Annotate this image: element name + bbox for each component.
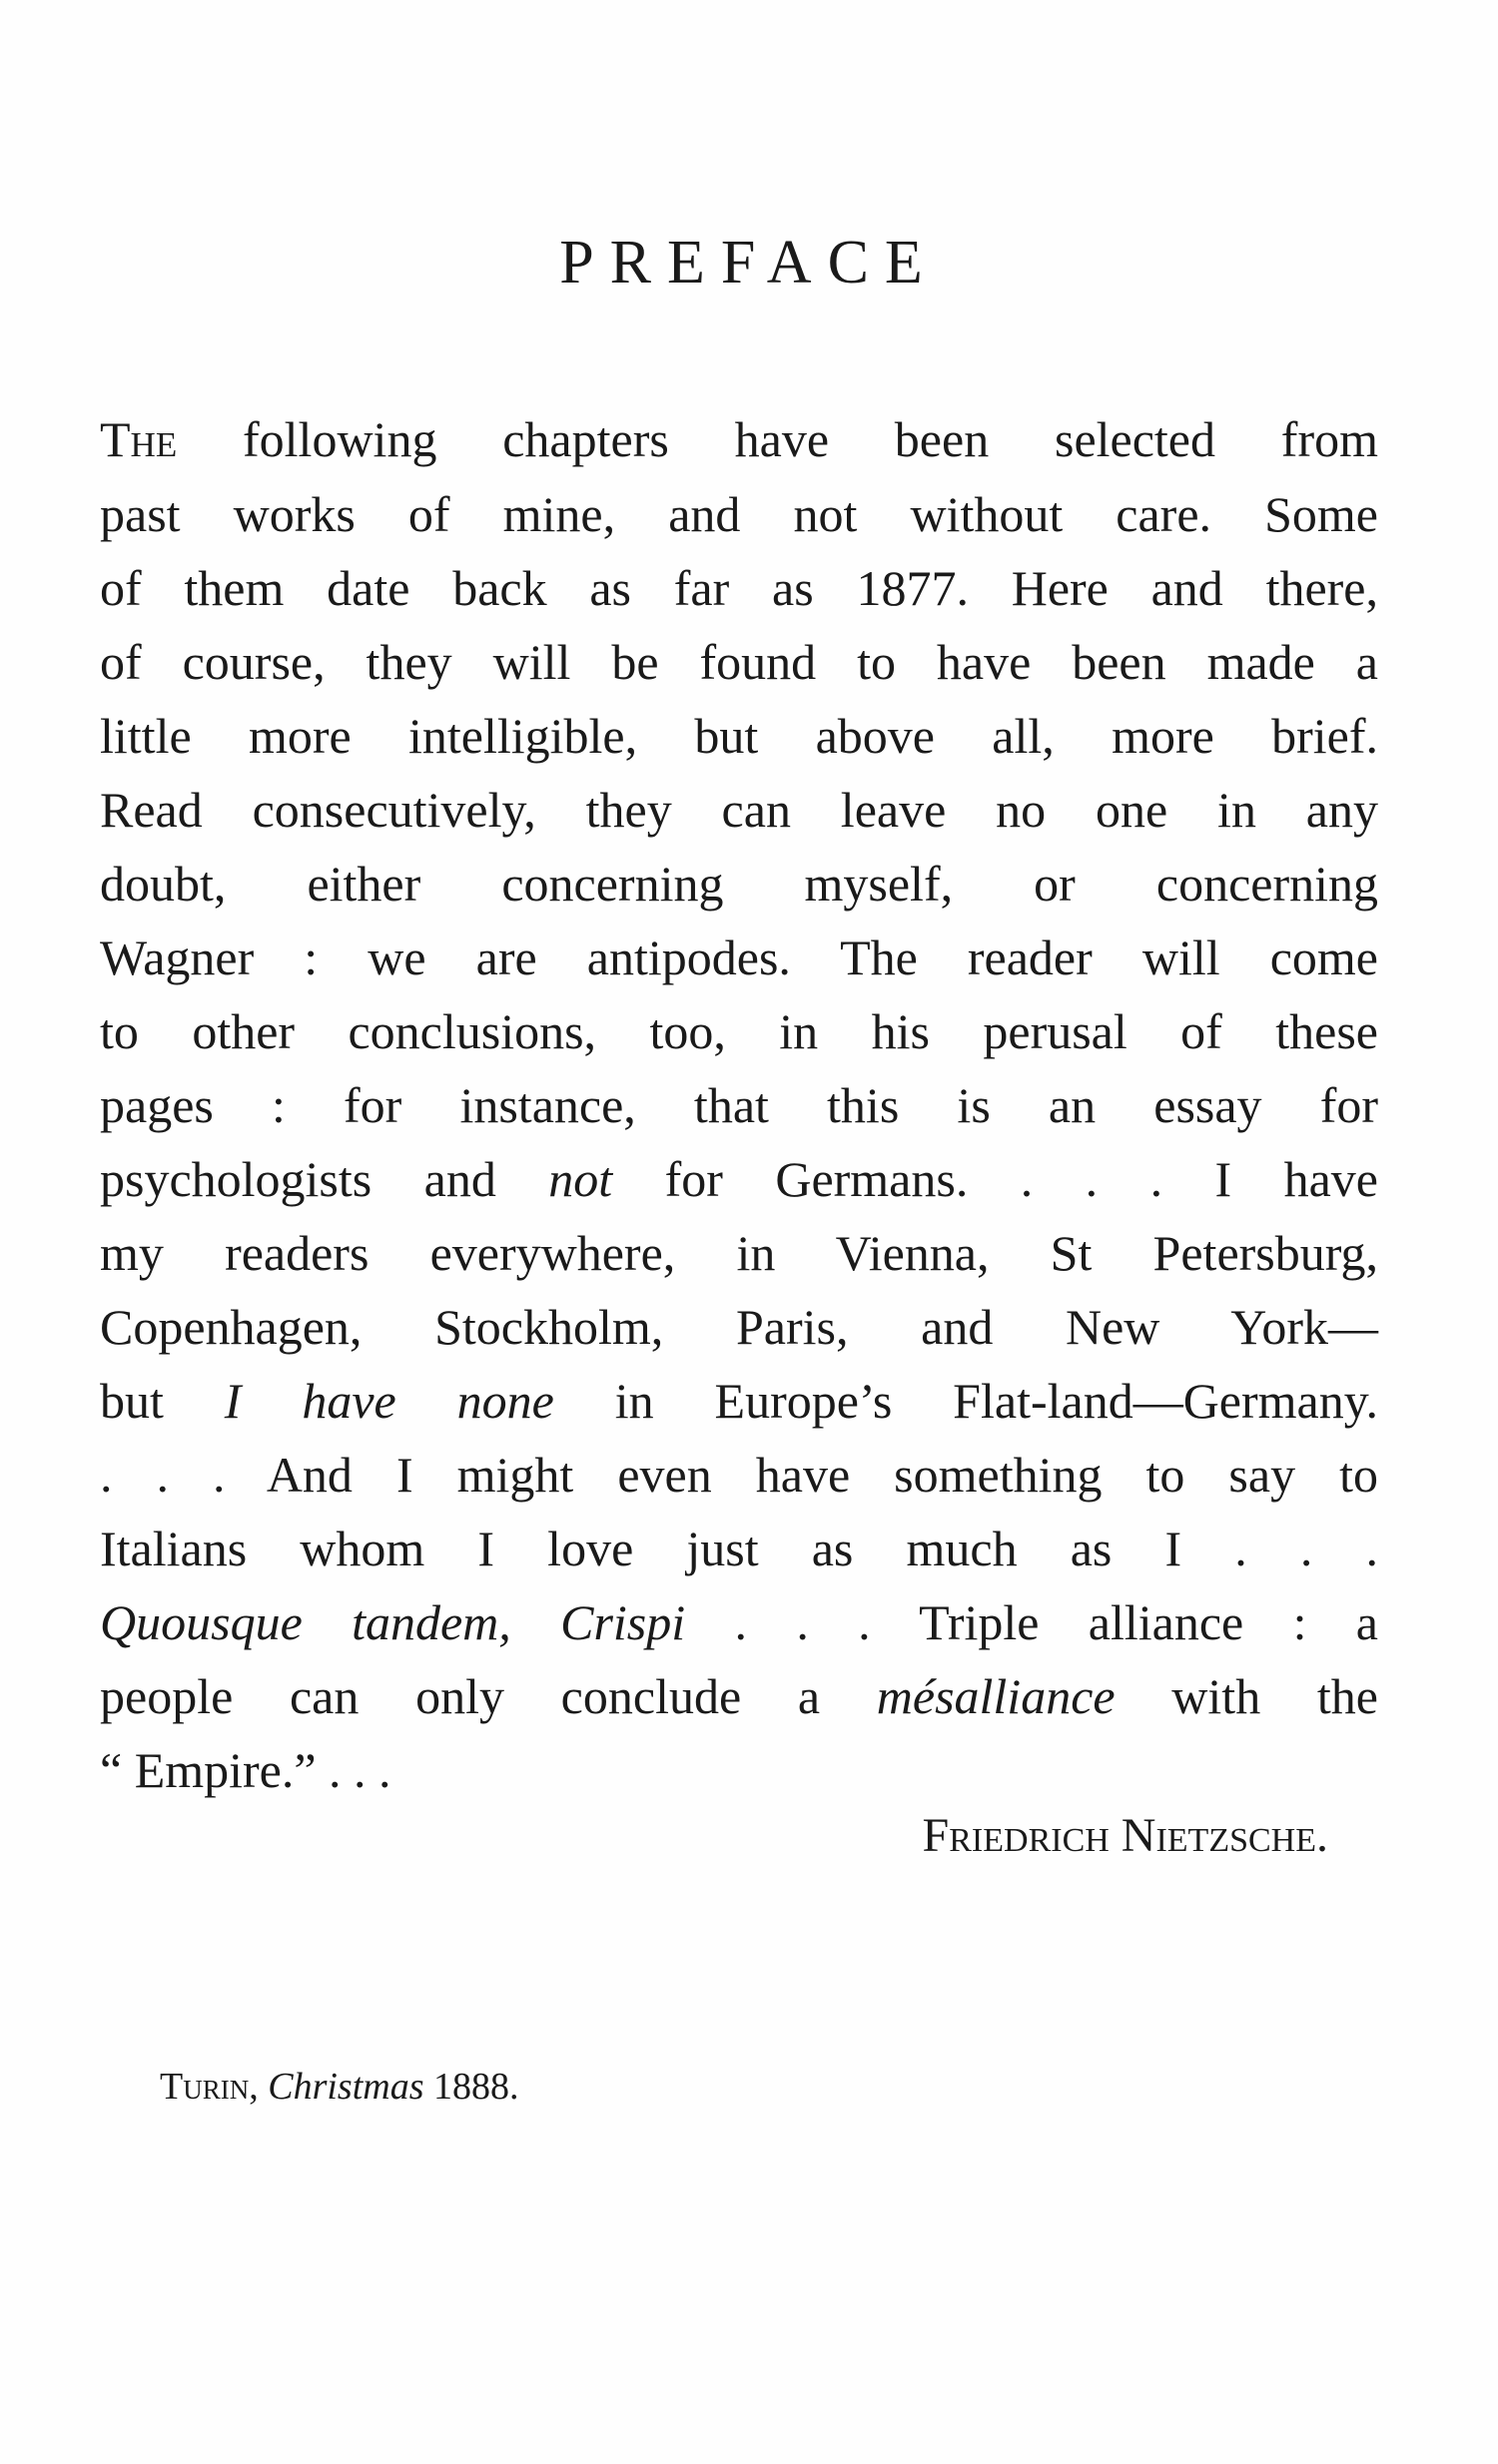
text-line: my readers everywhere, in Vienna, St Petersburg,	[100, 1225, 1378, 1281]
text-line: Wagner : we are antipodes. The reader will come	[100, 929, 1378, 985]
dateline-occasion: Christmas	[268, 2066, 424, 2108]
text-line: psychologists and not for Germans. . . . I have	[100, 1151, 1378, 1207]
text-line: pages : for instance, that this is an essay for	[100, 1077, 1378, 1133]
text-line: Italians whom I love just as much as I . . .	[100, 1521, 1378, 1576]
dateline-year: 1888.	[433, 2066, 519, 2108]
text-line: of them date back as far as 1877. Here and there,	[100, 560, 1378, 616]
text-line: past works of mine, and not without care. Some	[100, 486, 1378, 542]
text-line: “ Empire.” . . .	[100, 1742, 391, 1798]
emphasis: I have none	[224, 1373, 554, 1429]
dateline-place: Turin,	[160, 2066, 259, 2108]
text-line: Copenhagen, Stockholm, Paris, and New York—	[100, 1299, 1378, 1355]
text-line: of course, they will be found to have been made a	[100, 634, 1378, 690]
text-line: Read consecutively, they can leave no one in any	[100, 782, 1378, 838]
latin-phrase: Quousque tandem, Crispi	[100, 1594, 686, 1650]
text-line: but I have none in Europe’s Flat-land—Germany.	[100, 1373, 1378, 1429]
text-line: to other conclusions, too, in his perusal of these	[100, 1003, 1378, 1059]
text-line: Quousque tandem, Crispi . . . Triple alliance : a	[100, 1594, 1378, 1650]
text-line: The following chapters have been selected from	[100, 411, 1378, 467]
emphasis: mésalliance	[876, 1668, 1116, 1724]
dateline	[160, 2057, 519, 2117]
text-line: . . . And I might even have something to say to	[100, 1447, 1378, 1503]
preface-heading: PREFACE	[559, 229, 939, 297]
text-line: little more intelligible, but above all, more brief.	[100, 708, 1378, 764]
text-line: doubt, either concerning myself, or concerning	[100, 856, 1378, 912]
text-line: people can only conclude a mésalliance with the	[100, 1668, 1378, 1724]
emphasis: not	[548, 1151, 613, 1207]
author-signature: Friedrich Nietzsche.	[922, 1809, 1328, 1862]
